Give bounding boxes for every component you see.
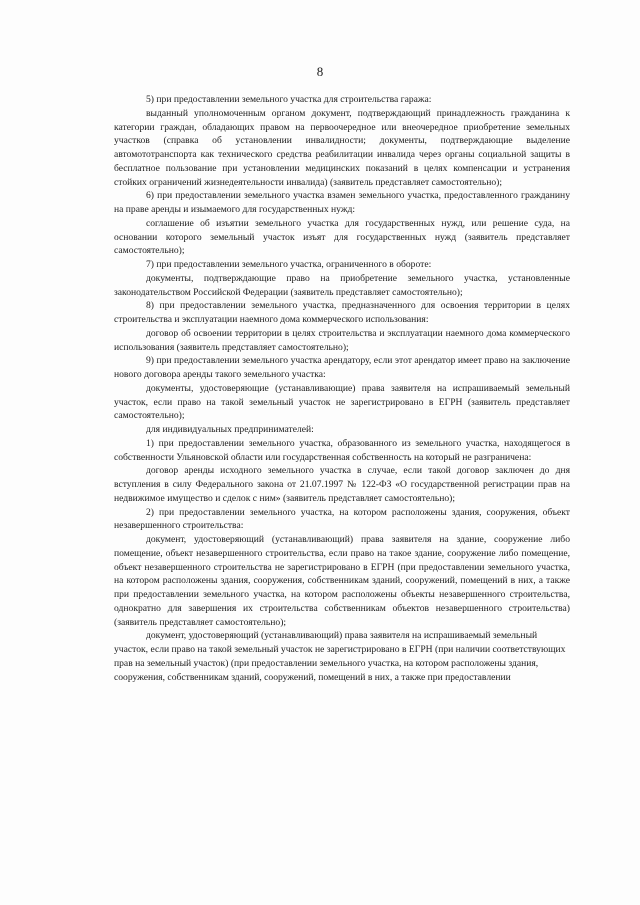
paragraph-lease-agreement: договор аренды исходного земельного участка в случае, если такой договор заключен до дня вступления в силу Федерального закона от 21.07.1997 № 122-ФЗ «О государственной регистрации прав на недвижимое имущество и сделок с ним» (заявитель представляет самостоятельно); <box>114 465 570 504</box>
paragraph-item-6-replacement: 6) при предоставлении земельного участка взамен земельного участка, предоставленного гражданину на праве аренды и изымаемого для государственных нужд: <box>114 190 570 215</box>
paragraph-entrepreneur-item-1: 1) при предоставлении земельного участка, образованного из земельного участка, находящегося в собственности Ульяновской области или государственная собственность на который не разграничена: <box>114 437 570 463</box>
paragraph-item-5-garage: 5) при предоставлении земельного участка для строительства гаража: <box>146 94 432 105</box>
paragraph-rights-documents: документы, подтверждающие право на приобретение земельного участка, установленные законодательством Российской Федерации (заявитель представляет самостоятельно); <box>114 272 570 298</box>
paragraph-seizure-agreement: соглашение об изъятии земельного участка для государственных нужд, или решение суда, на основании которого земельный участок изъят для государственных нужд (заявитель представляет самостоятельно); <box>114 217 570 257</box>
page-number: 8 <box>316 64 324 79</box>
paragraph-entrepreneurs-heading: для индивидуальных предпринимателей: <box>146 424 314 435</box>
paragraph-item-7-restricted: 7) при предоставлении земельного участка, ограниченного в обороте: <box>146 259 432 270</box>
paragraph-disability-document: выданный уполномоченным органом документ, подтверждающий принадлежность гражданина к категории граждан, обладающих правом на первоочередное или внеочередное приобретение земельных участков (справка об установлении инвалидности; документы, подтверждающие выделение автомототранспорта как технического средства реабилитации инвалида через органы социальной защиты в бесплатное пользование при установлении медицинских показаний в целях компенсации и устранения стойких ограничений жизнедеятельности инвалида) (заявитель представляет самостоятельно); <box>114 107 570 188</box>
paragraph-item-9-tenant: 9) при предоставлении земельного участка арендатору, если этот арендатор имеет право на заключение нового договора аренды такого земельного участка: <box>114 355 570 380</box>
paragraph-building-rights: документ, удостоверяющий (устанавливающий) права заявителя на здание, сооружение либо помещение, объект незавершенного строительства, если право на такое здание, сооружение либо помещение, объект незавершенного строительства не зарегистрировано в ЕГРН (при предоставлении земельного участка, на котором расположены здания, сооружения, собственникам зданий, сооружений, помещений в них, а также при предоставлении земельного участка, на котором расположены объекты незавершенного строительства, однократно для завершения их строительства собственникам объектов незавершенного строительства) (заявитель представляет самостоятельно); <box>114 534 570 628</box>
paragraph-item-8-rental-housing: 8) при предоставлении земельного участка, предназначенного для освоения территории в целях строительства и эксплуатации наемного дома коммерческого использования: <box>114 300 570 325</box>
paragraph-land-rights: документ, удостоверяющий (устанавливающий) права заявителя на испрашиваемый земельный участок, если право на такой земельный участок не зарегистрировано в ЕГРН (при наличии соответствующих прав на земельный участок) (при предоставлении земельного участка, на котором расположены здания, сооружения, собственникам зданий, сооружений, помещений в них, а также при предоставлении <box>114 630 566 683</box>
paragraph-entrepreneur-item-2: 2) при предоставлении земельного участка, на котором расположены здания, сооружения, объект незавершенного строительства: <box>114 506 570 532</box>
paragraph-development-contract: договор об освоении территории в целях строительства и эксплуатации наемного дома коммерческого использования (заявитель представляет самостоятельно); <box>114 327 570 353</box>
document-body <box>114 93 570 684</box>
paragraph-applicant-rights-1: документы, удостоверяющие (устанавливающие) права заявителя на испрашиваемый земельный участок, если право на такой земельный участок не зарегистрировано в ЕГРН (заявитель представляет самостоятельно); <box>114 382 570 422</box>
